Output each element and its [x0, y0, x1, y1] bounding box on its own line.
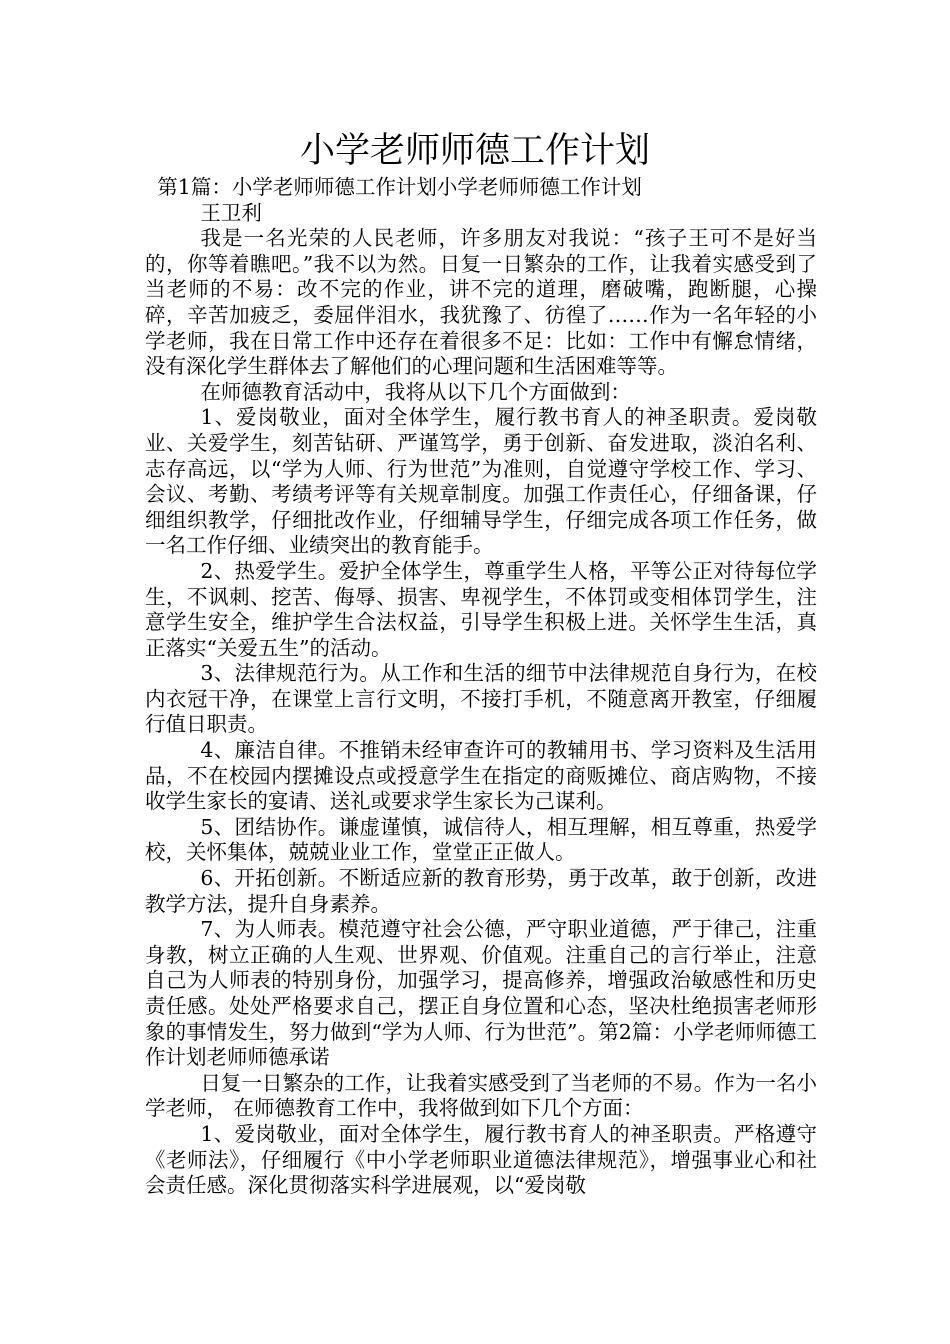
list-item: 1、爱岗敬业，面对全体学生，履行教书育人的神圣职责。爱岗敬业、关爱学生，刻苦钻研、严谨笃学，勇于创新、奋发进取，淡泊名利、志存高远，以“学为人师、行为世范”为准则，自觉遵守学校工作、学习、会议、考勤、考绩考评等有关规章制度。加强工作责任心，仔细备课，仔细组织教学，仔细批改作业，仔细辅导学生，仔细完成各项工作任务，做一名工作仔细、业绩突出的教育能手。	[145, 405, 817, 558]
list-item: 7、为人师表。模范遵守社会公德，严守职业道德，严于律己，注重身教，树立正确的人生观、世界观、价值观。注重自己的言行举止，注意自己为人师表的特别身份，加强学习，提高修养，增强政治敏感性和历史责任感。处处严格要求自己，摆正自身位置和心态，坚决杜绝损害老师形象的事情发生，努力做到“学为人师、行为世范”。第2篇：小学老师师德工作计划老师师德承诺	[145, 917, 817, 1070]
list-item: 2、热爱学生。爱护全体学生，尊重学生人格，平等公正对待每位学生，不讽刺、挖苦、侮辱、损害、卑视学生，不体罚或变相体罚学生，注意学生安全，维护学生合法权益，引导学生积极上进。关怀学生生活，真正落实“关爱五生”的活动。	[145, 558, 817, 660]
paragraph: 在师德教育活动中，我将从以下几个方面做到：	[200, 379, 631, 404]
paragraph: 日复一日繁杂的工作，让我着实感受到了当老师的不易。作为一名小学老师， 在师德教育工作中，我将做到如下几个方面：	[145, 1070, 817, 1121]
document-body	[145, 175, 817, 1199]
list-item: 4、廉洁自律。不推销未经审查许可的教辅用书、学习资料及生活用品，不在校园内摆摊设点或授意学生在指定的商贩摊位、商店购物，不接收学生家长的宴请、送礼或要求学生家长为己谋利。	[145, 738, 817, 814]
chapter-heading: 第1篇：小学老师师德工作计划小学老师师德工作计划	[157, 175, 642, 199]
list-item: 3、法律规范行为。从工作和生活的细节中法律规范自身行为，在校内衣冠干净，在课堂上言行文明，不接打手机，不随意离开教室，仔细履行值日职责。	[145, 661, 817, 737]
document-title: 小学老师师德工作计划	[299, 131, 650, 171]
paragraph: 我是一名光荣的人民老师，许多朋友对我说：“孩子王可不是好当的，你等着瞧吧。”我不以为然。日复一日繁杂的工作，让我着实感受到了当老师的不易：改不完的作业，讲不完的道理，磨破嘴，跑断腿，心操碎，辛苦加疲乏，委屈伴泪水，我犹豫了、彷徨了……作为一名年轻的小学老师，我在日常工作中还存在着很多不足：比如：工作中有懈怠情绪，没有深化学生群体去了解他们的心理问题和生活困难等等。	[145, 226, 817, 379]
list-item: 1、爱岗敬业，面对全体学生，履行教书育人的神圣职责。严格遵守《老师法》，仔细履行《中小学老师职业道德法律规范》，增强事业心和社会责任感。深化贯彻落实科学进展观，以“爱岗敬	[145, 1121, 817, 1198]
list-item: 5、团结协作。谦虚谨慎，诚信待人，相互理解，相互尊重，热爱学校，关怀集体，兢兢业业工作，堂堂正正做人。	[145, 814, 817, 865]
author-name: 王卫利	[200, 200, 262, 225]
list-item: 6、开拓创新。不断适应新的教育形势，勇于改革，敢于创新，改进教学方法，提升自身素养。	[145, 866, 817, 916]
